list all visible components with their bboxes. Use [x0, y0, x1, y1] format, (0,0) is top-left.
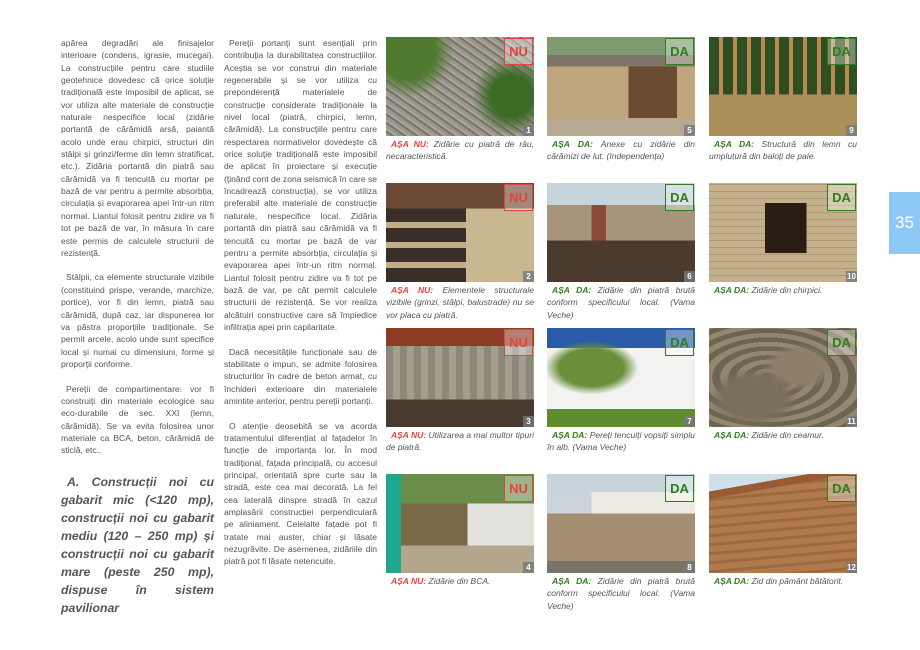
figure-caption — [709, 284, 857, 296]
caption-text: Utilizarea a mai multor tipuri de piatră. — [386, 430, 534, 453]
photo-mixed-stone-house — [386, 328, 534, 427]
figure-caption — [386, 575, 534, 587]
paragraph: Dacă necesitățile funcționale sau de stabilitate o impun, se admite folosirea structurilor în cadre de beton armat, cu închideri exterioare din materialele amintite anterior, pentru pereții portanți. — [224, 346, 377, 406]
photo-mud-brick-annex — [547, 37, 695, 136]
photo-white-plastered-house — [547, 328, 695, 427]
figure-caption — [709, 138, 857, 163]
figure-caption — [709, 429, 857, 441]
photo-rammed-earth-wall — [709, 474, 857, 573]
figure-caption — [547, 429, 695, 454]
da-badge: DA — [827, 38, 856, 65]
da-badge: DA — [665, 184, 694, 211]
photo-straw-bale-structure — [709, 37, 857, 136]
figure-10 — [709, 183, 857, 296]
caption-text: Elementele structurale vizibile (grinzi, stâlpi, balustrade) nu se vor placa cu piatră. — [386, 285, 534, 320]
paragraph: Pereții de compartimentare: vor fi construiți din materiale ecologice sau eco-durabile de sec. XXI (lemn, cărămidă). Se va evita folosirea unor materiale ca BCA, beton, cărămidă de sticlă, etc.. — [61, 383, 214, 456]
figure-caption — [386, 138, 534, 163]
caption-label: AȘA NU: — [391, 285, 434, 295]
photo-stone-clad-structure — [386, 183, 534, 282]
photo-stone-house-balcony — [547, 474, 695, 573]
caption-label: AȘA DA: — [552, 430, 588, 440]
figure-4 — [386, 474, 534, 587]
caption-label: AȘA DA: — [714, 139, 755, 149]
text-column-1 — [61, 37, 214, 617]
paragraph: apărea degradări ale finisajelor interioare (condens, igrasie, mucegai). La construcțiile pentru care studiile geotehnice dovedesc că orice soluție tradițională este imposibil de aplicat, se vor utiliza alte materiale de construcție naturale nespecifice local (zidărie portantă de cărămidă arsă, paiantă acolo unde erau chirpici, structuri din stâlpi și grinzi/ferme din lemn stratificat, etc.). Zidăria portantă din piatră sau cărămidă va fi tencuită cu mortar pe bază de var pentru a permite absorbția, circulația și evaporarea apei într-un ritm normal. Liantul folosit pentru zidire va fi tot pe bază de var, în măsura în care este permis de calculele structurii de rezistență. — [61, 38, 214, 258]
figure-1 — [386, 37, 534, 163]
figure-number: 9 — [846, 125, 857, 136]
caption-label: AȘA DA: — [714, 285, 750, 295]
section-heading: A. Construcții noi cu gabarit mic (<120 mp), construcții noi cu gabarit mediu (120 – 250 mp) și construcții noi cu gabarit mare (peste 250 mp), dispuse în sistem pavilionar — [61, 474, 214, 616]
figure-8 — [547, 474, 695, 612]
figure-caption — [709, 575, 857, 587]
nu-badge: NU — [504, 329, 533, 356]
figure-12 — [709, 474, 857, 587]
figure-number: 2 — [523, 271, 534, 282]
figure-caption — [386, 284, 534, 321]
photo-bca-wall — [386, 474, 534, 573]
caption-text: Zidărie din piatră brută conform specificului local. (Vama Veche) — [547, 576, 695, 611]
figure-number: 10 — [847, 272, 856, 281]
da-badge: DA — [827, 475, 856, 502]
figure-number: 6 — [684, 271, 695, 282]
caption-text: Structură din lemn cu umplutură din baloți de paie. — [709, 139, 857, 162]
figure-number: 12 — [847, 563, 856, 572]
figure-caption — [547, 284, 695, 321]
caption-text: Zid din pământ bătătorit. — [749, 576, 844, 586]
nu-badge: NU — [504, 38, 533, 65]
figure-2 — [386, 183, 534, 321]
caption-text: Anexe cu zidărie din cărămizi de lut. (Independența) — [547, 139, 695, 162]
paragraph: O atenție deosebită se va acorda tratamentului diferențiat al fațadelor în funcție de importanța lor. În mod tradițional, fațada principală, cu accesul principal, orientată spre curte sau la stradă, este cea mai decorată. La fel cea laterală dinspre stradă în cazul amplasării construcției perpendiculară pe aliniament. Celelalte fațade pot fi tratate mai auster, chiar și lăsate nezugrăvite. De asemenea, zidăriile din piatră pot fi lăsate netencuite. — [224, 420, 377, 567]
paragraph: Pereții portanți sunt esențiali prin contribuția la durabilitatea construcțiilor. Aceștia se vor construi din materiale regenerabile și se vor utiliza cu preponderență materialele de construcție considerate tradiționale la nivel local (piatră, chirpici, lemn, cărămidă). La construcțiile pentru care respectarea normativelor dovedește că orice soluție tradițională este imposibil de aplicat în proiectare și execuție (ținând cont de zona seismică în care se încadrează construcția), se vor utiliza preferabil alte materiale de construcție naturale, nespecifice local. Zidăria portantă din piatră sau cărămidă va fi tencuită cu mortar pe bază de var pentru a permite absorbția, circulația și evaporarea apei într-un ritm normal. Liantul folosit pentru zidire va fi tot pe bază de var, pe cât permit calculele structurii de rezistență. Se vor realiza alcătuiri constructive care să împiedice infiltrația apei prin capilaritate. — [224, 38, 377, 332]
caption-text: Zidărie din ceamur. — [749, 430, 824, 440]
photo-cob-wall — [709, 328, 857, 427]
figure-number: 4 — [523, 562, 534, 573]
caption-label: AȘA DA: — [552, 285, 592, 295]
figure-9 — [709, 37, 857, 163]
figure-5 — [547, 37, 695, 163]
caption-label: AȘA DA: — [552, 576, 592, 586]
caption-label: AȘA DA: — [552, 139, 593, 149]
figure-caption — [547, 138, 695, 163]
nu-badge: NU — [504, 475, 533, 502]
caption-text: Zidărie cu piatră de râu, necaracteristică. — [386, 139, 534, 162]
caption-label: AȘA NU: — [391, 430, 427, 440]
photo-river-stone-wall — [386, 37, 534, 136]
figure-number: 11 — [847, 417, 856, 426]
figure-number: 1 — [523, 125, 534, 136]
figure-3 — [386, 328, 534, 454]
caption-text: Zidărie din BCA. — [426, 576, 491, 586]
figure-caption — [386, 429, 534, 454]
figure-7 — [547, 328, 695, 454]
nu-badge: NU — [504, 184, 533, 211]
da-badge: DA — [827, 184, 856, 211]
caption-label: AȘA NU: — [391, 576, 427, 586]
caption-label: AȘA DA: — [714, 576, 750, 586]
da-badge: DA — [827, 329, 856, 356]
da-badge: DA — [665, 38, 694, 65]
figure-6 — [547, 183, 695, 321]
text-column-2 — [224, 37, 377, 580]
figure-number: 3 — [523, 416, 534, 427]
caption-text: Zidărie din chirpici. — [749, 285, 823, 295]
caption-text: Pereți tencuiți vopsiți simplu în alb. (Vama Veche) — [547, 430, 695, 453]
da-badge: DA — [665, 329, 694, 356]
photo-adobe-wall — [709, 183, 857, 282]
figure-number: 5 — [684, 125, 695, 136]
caption-text: Zidărie din piatră brută conform specificului local. (Vama Veche) — [547, 285, 695, 320]
figure-number: 8 — [684, 562, 695, 573]
figure-number: 7 — [684, 416, 695, 427]
caption-label: AȘA DA: — [714, 430, 750, 440]
figure-11 — [709, 328, 857, 441]
da-badge: DA — [665, 475, 694, 502]
photo-rough-stone-house — [547, 183, 695, 282]
caption-label: AȘA NU: — [391, 139, 429, 149]
page-number-tab: 35 — [889, 192, 920, 254]
paragraph: Stâlpii, ca elemente structurale vizibile (constituind prispe, verande, marchize, portice), vor fi din lemn, piatră sau cărămidă, după caz, iar dispunerea lor va păstra proporțiile tradiționale. Se permit arcele, acolo unde sunt specifice local și numai cu dimensiuni, forme și proporții conforme. — [61, 272, 214, 369]
figure-caption — [547, 575, 695, 612]
